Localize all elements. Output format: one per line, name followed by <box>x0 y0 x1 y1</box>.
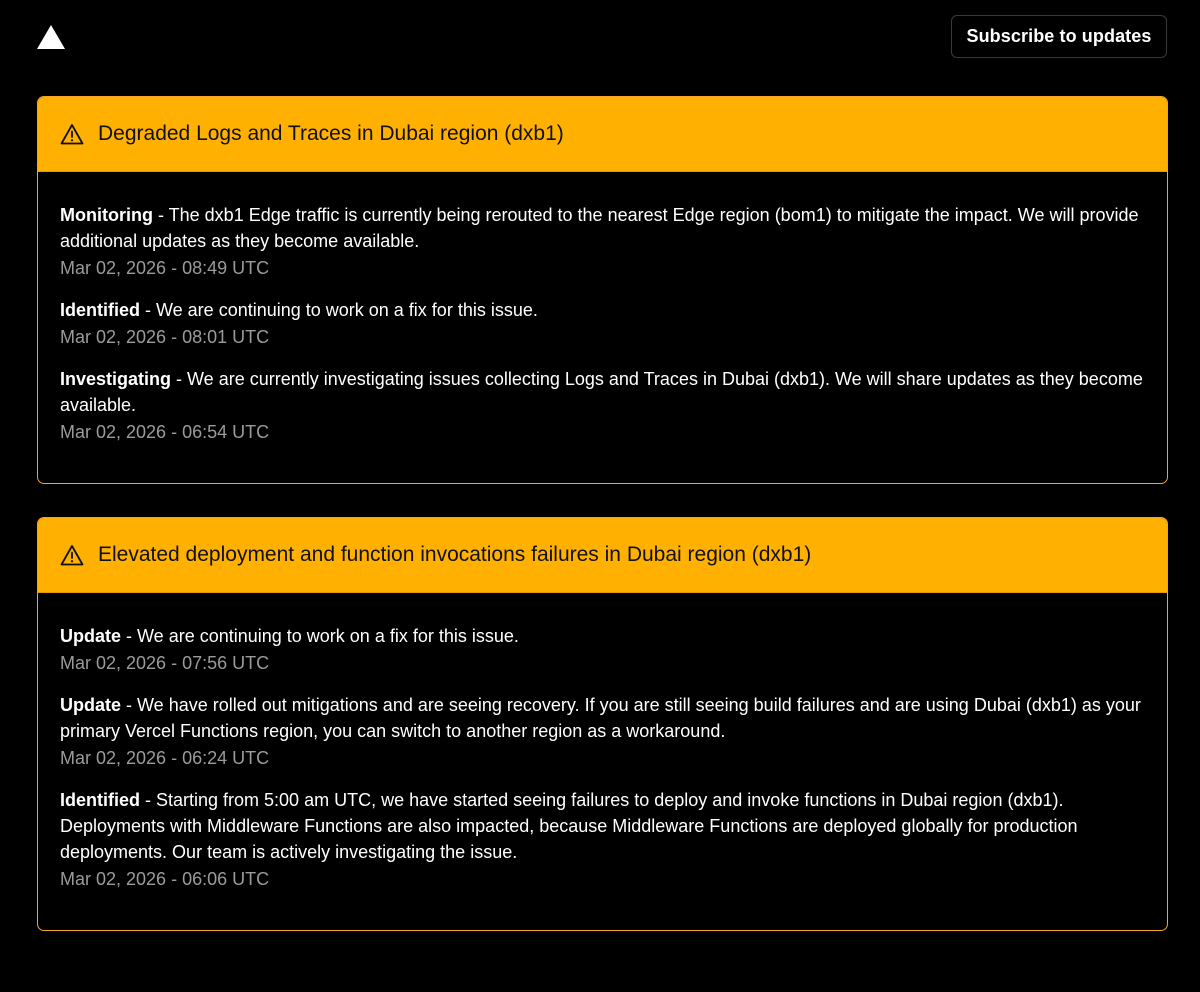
warning-triangle-icon <box>60 544 84 566</box>
incident-title: Degraded Logs and Traces in Dubai region (dxb1) <box>98 122 564 145</box>
warning-triangle-icon <box>60 123 84 145</box>
update-message: The dxb1 Edge traffic is currently being rerouted to the nearest Edge region (bom1) to mitigate the impact. We will provide additional updates as they become available. <box>60 205 1139 251</box>
update-status: Investigating <box>60 369 172 389</box>
update-status: Update <box>60 626 122 646</box>
update-item <box>60 297 1145 351</box>
update-item <box>60 202 1145 282</box>
incident-header[interactable] <box>38 97 1167 172</box>
incident-updates <box>38 593 1167 893</box>
update-item <box>60 787 1145 893</box>
update-timestamp: Mar 02, 2026 - 08:49 UTC <box>60 258 270 278</box>
update-message: We have rolled out mitigations and are seeing recovery. If you are still seeing build failures and are using Dubai (dxb1) as your primary Vercel Functions region, you can switch to another region as a workaround. <box>60 695 1141 741</box>
update-text <box>60 692 1145 744</box>
update-message: Starting from 5:00 am UTC, we have started seeing failures to deploy and invoke functions in Dubai region (dxb1). Deployments with Middleware Functions are also impacted, because Middleware Functions are deployed globally for production deployments. Our team is actively investigating the issue. <box>60 790 1078 862</box>
update-separator: - <box>140 300 156 320</box>
triangle-logo-icon[interactable] <box>37 25 65 49</box>
page-header <box>0 0 1200 96</box>
update-timestamp: Mar 02, 2026 - 08:01 UTC <box>60 327 270 347</box>
update-message: We are currently investigating issues collecting Logs and Traces in Dubai (dxb1). We will share updates as they become available. <box>60 369 1143 415</box>
update-separator: - <box>140 790 156 810</box>
update-text <box>60 366 1145 418</box>
update-separator: - <box>121 626 138 646</box>
update-message: We are continuing to work on a fix for this issue. <box>137 626 519 646</box>
incident-title: Elevated deployment and function invocations failures in Dubai region (dxb1) <box>98 543 812 566</box>
update-timestamp: Mar 02, 2026 - 06:06 UTC <box>60 869 270 889</box>
update-timestamp: Mar 02, 2026 - 06:24 UTC <box>60 748 270 768</box>
update-timestamp: Mar 02, 2026 - 06:54 UTC <box>60 422 270 442</box>
update-separator: - <box>121 695 138 715</box>
subscribe-button[interactable]: Subscribe to updates <box>951 15 1167 58</box>
update-item <box>60 692 1145 772</box>
incident-updates <box>38 172 1167 446</box>
update-message: We are continuing to work on a fix for this issue. <box>156 300 538 320</box>
update-text <box>60 623 1145 649</box>
update-text <box>60 787 1145 865</box>
update-status: Identified <box>60 300 140 320</box>
update-text <box>60 202 1145 254</box>
incident-card <box>37 96 1168 484</box>
update-item <box>60 366 1145 446</box>
update-timestamp: Mar 02, 2026 - 07:56 UTC <box>60 653 270 673</box>
incident-header[interactable] <box>38 518 1167 593</box>
update-separator: - <box>152 205 169 225</box>
update-status: Update <box>60 695 122 715</box>
update-item <box>60 623 1145 677</box>
update-text <box>60 297 1145 323</box>
update-separator: - <box>171 369 188 389</box>
incident-card <box>37 517 1168 931</box>
update-status: Monitoring <box>60 205 153 225</box>
update-status: Identified <box>60 790 140 810</box>
